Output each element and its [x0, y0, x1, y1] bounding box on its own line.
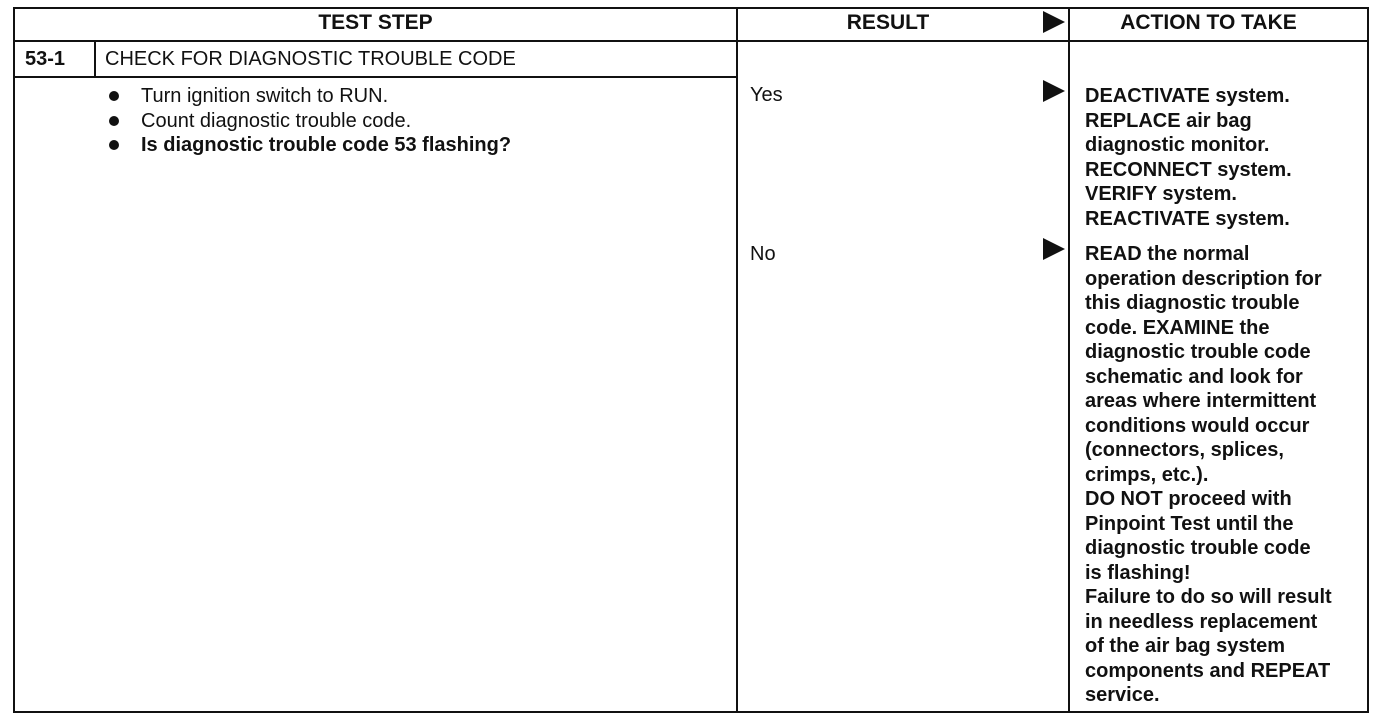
header-result: RESULT	[846, 11, 930, 34]
header-bottom-rule	[13, 40, 1369, 42]
header-action-to-take: ACTION TO TAKE	[1120, 11, 1297, 34]
action-no-line: Failure to do so will result	[1085, 586, 1332, 608]
right-triangle-arrow-icon	[1043, 80, 1065, 102]
action-no	[1085, 242, 1332, 708]
action-no-line: Pinpoint Test until the	[1085, 512, 1294, 535]
action-no-line: READ the normal	[1085, 243, 1250, 265]
action-yes-line: REACTIVATE system.	[1085, 207, 1290, 230]
right-triangle-arrow-icon	[1043, 238, 1065, 260]
action-no-line: operation description for	[1085, 267, 1322, 290]
action-no-line: in needless replacement	[1085, 610, 1318, 633]
step-title-bottom-rule	[13, 76, 738, 78]
instruction-item: Count diagnostic trouble code.	[103, 109, 511, 134]
action-yes-line: REPLACE air bag	[1085, 109, 1252, 132]
result-yes-label: Yes	[750, 84, 783, 106]
action-no-line: is flashing!	[1085, 561, 1191, 584]
column-divider-result-action	[1068, 7, 1070, 713]
action-no-line: conditions would occur	[1085, 414, 1310, 437]
header-test-step: TEST STEP	[318, 11, 433, 34]
step-number: 53-1	[25, 48, 66, 70]
instruction-list	[103, 84, 511, 158]
action-no-line: DO NOT proceed with	[1085, 488, 1292, 510]
column-divider-test-step-result	[736, 7, 738, 713]
action-no-line: diagnostic trouble code	[1085, 537, 1311, 559]
action-no-line: areas where intermittent	[1085, 390, 1317, 412]
action-no-line: crimps, etc.).	[1085, 463, 1209, 486]
action-no-line: this diagnostic trouble	[1085, 292, 1300, 314]
action-no-line: schematic and look for	[1085, 365, 1303, 388]
right-triangle-arrow-icon	[1043, 11, 1065, 33]
instruction-item: Turn ignition switch to RUN.	[103, 84, 511, 109]
step-number-divider	[94, 42, 96, 76]
action-yes-line: diagnostic monitor.	[1085, 134, 1270, 156]
action-yes	[1085, 84, 1292, 231]
action-no-line: diagnostic trouble code	[1085, 341, 1311, 363]
action-yes-line: DEACTIVATE system.	[1085, 85, 1290, 107]
action-yes-line: VERIFY system.	[1085, 183, 1237, 205]
action-no-line: code. EXAMINE the	[1085, 316, 1270, 339]
instruction-question: Is diagnostic trouble code 53 flashing?	[103, 133, 511, 158]
action-yes-line: RECONNECT system.	[1085, 158, 1292, 181]
action-no-line: (connectors, splices,	[1085, 439, 1284, 461]
action-no-line: of the air bag system	[1085, 635, 1286, 657]
step-title: CHECK FOR DIAGNOSTIC TROUBLE CODE	[105, 48, 516, 70]
action-no-line: components and REPEAT	[1085, 659, 1331, 682]
result-no-label: No	[750, 243, 776, 265]
action-no-line: service.	[1085, 684, 1160, 706]
